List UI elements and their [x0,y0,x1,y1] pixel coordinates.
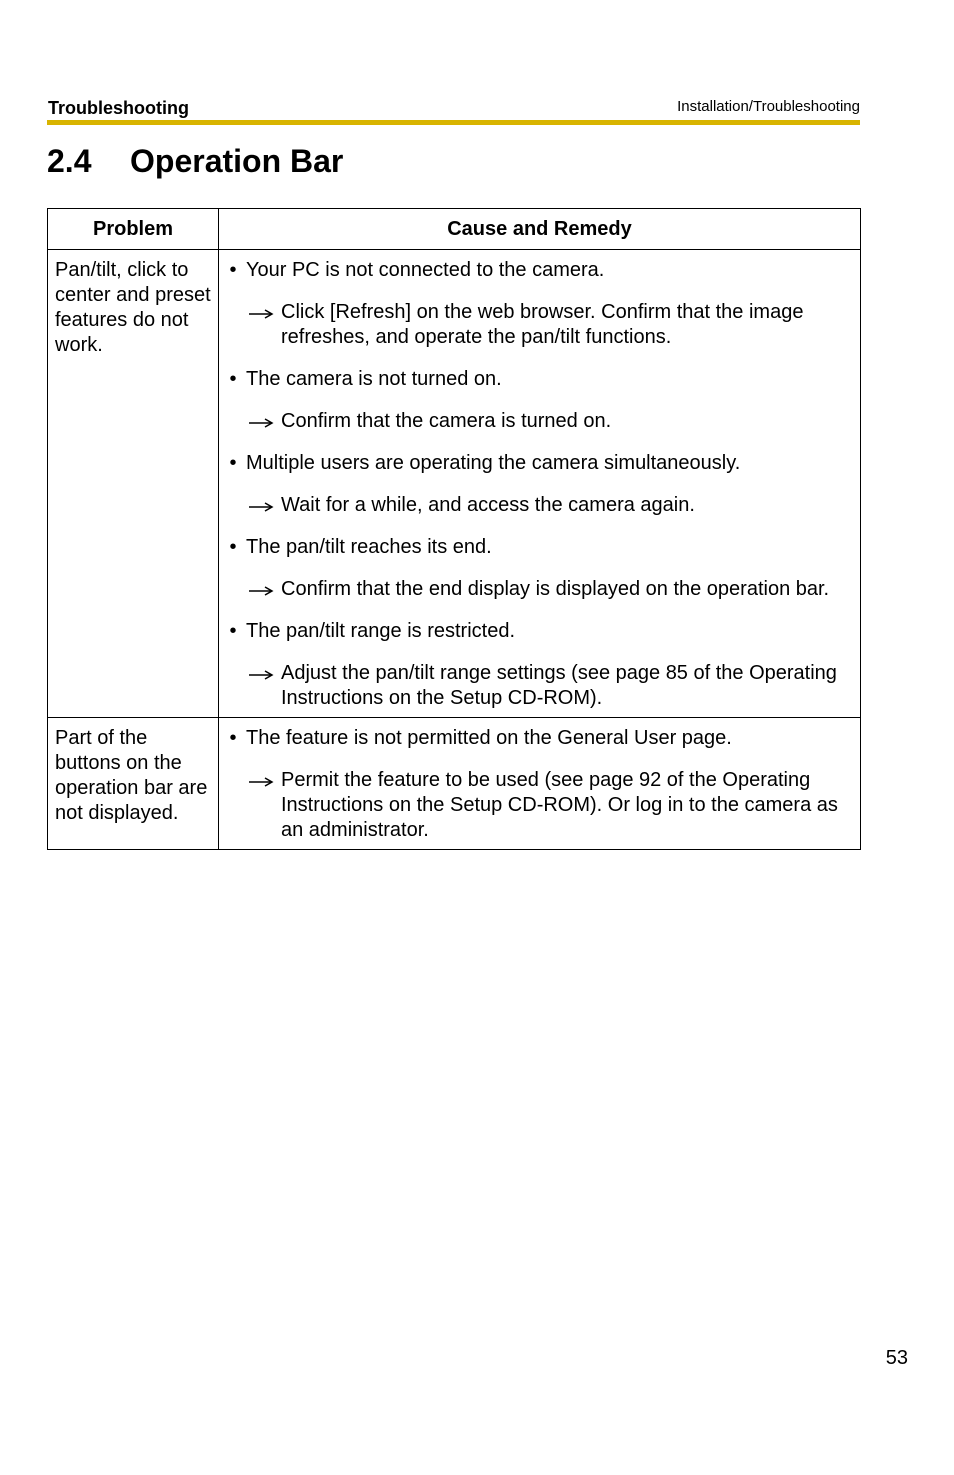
cause [226,535,850,560]
arrow-right-icon [248,498,274,514]
troubleshooting-table [47,208,861,850]
section-title-text: Operation Bar [130,143,344,179]
bullet-icon: • [229,536,237,558]
table-row [48,718,861,850]
arrow-right-icon [248,582,274,598]
arrow-right-icon [248,666,274,682]
remedy-text: Confirm that the camera is turned on. [281,410,612,432]
remedy [226,768,850,843]
cause [226,726,850,751]
cause-text: The pan/tilt reaches its end. [246,536,492,558]
running-header-section: Troubleshooting [48,98,189,118]
remedy [226,577,850,602]
arrow-right-icon [248,773,274,789]
cause-text: The feature is not permitted on the General User page. [246,727,732,749]
cause [226,451,850,476]
column-header-cause-remedy: Cause and Remedy [219,209,861,250]
remedy-text: Permit the feature to be used (see page 92 of the Operating Instructions on the Setup CD-ROM). Or log in to the camera as an administrator. [281,769,838,841]
page-title [47,141,343,181]
remedy-text: Confirm that the end display is displayed on the operation bar. [281,578,830,600]
cause [226,258,850,283]
problem-cell: Pan/tilt, click to center and preset features do not work. [48,250,219,718]
column-header-problem: Problem [48,209,219,250]
cause-text: Your PC is not connected to the camera. [246,259,605,281]
arrow-right-icon [248,305,274,321]
cause-remedy-item [226,258,850,350]
bullet-icon: • [229,727,237,749]
arrow-right-icon [248,414,274,430]
remedy [226,661,850,711]
cause-remedy-item [226,535,850,602]
cause-text: The camera is not turned on. [246,368,502,390]
remedy-text: Adjust the pan/tilt range settings (see page 85 of the Operating Instructions on the Setup CD-ROM). [281,662,837,709]
remedy-text: Wait for a while, and access the camera again. [281,494,695,516]
header-rule [47,120,860,125]
bullet-icon: • [229,620,237,642]
problem-cell: Part of the buttons on the operation bar are not displayed. [48,718,219,850]
cause-remedy-item [226,367,850,434]
cause-remedy-cell [219,718,861,850]
cause-text: Multiple users are operating the camera simultaneously. [246,452,741,474]
cause-remedy-cell [219,250,861,718]
table-row [48,250,861,718]
table-header-row [48,209,861,250]
bullet-icon: • [229,452,237,474]
cause-remedy-item [226,451,850,518]
remedy [226,409,850,434]
remedy [226,493,850,518]
cause [226,367,850,392]
remedy [226,300,850,350]
cause [226,619,850,644]
bullet-icon: • [229,368,237,390]
page-number: 53 [885,1347,908,1369]
running-header-breadcrumb: Installation/Troubleshooting [677,98,860,115]
cause-remedy-item [226,726,850,843]
cause-text: The pan/tilt range is restricted. [246,620,516,642]
section-number: 2.4 [47,143,92,179]
bullet-icon: • [229,259,237,281]
remedy-text: Click [Refresh] on the web browser. Confirm that the image refreshes, and operate the pan/tilt functions. [281,301,804,348]
cause-remedy-item [226,619,850,711]
